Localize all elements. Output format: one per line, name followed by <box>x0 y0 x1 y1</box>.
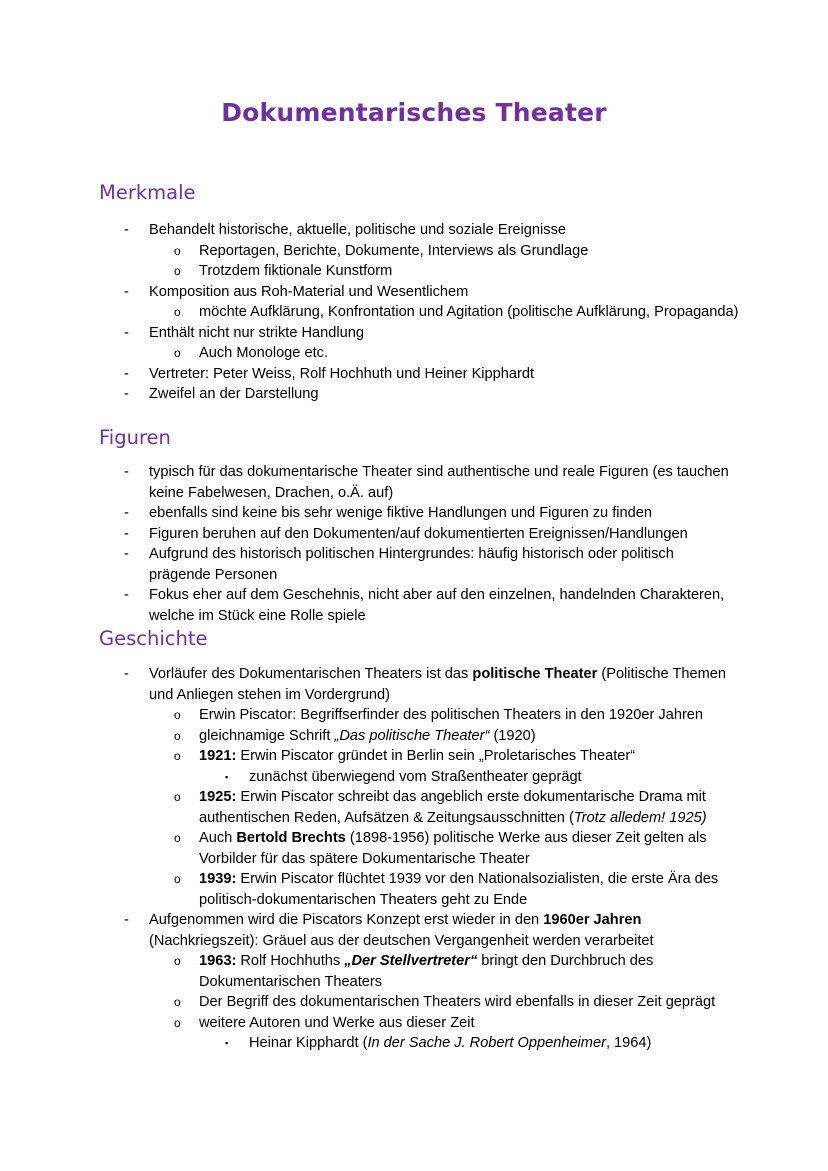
list-item: - Komposition aus Roh-Material und Wesentlichem <box>124 283 469 300</box>
list-item: o Der Begriff des dokumentarischen Theaters wird ebenfalls in dieser Zeit geprägt <box>174 994 716 1010</box>
list-item: o weitere Autoren und Werke aus dieser Zeit <box>174 1014 475 1031</box>
heading-merkmale: Merkmale <box>99 181 196 204</box>
list-item: ▪ Heinar Kipphardt (In der Sache J. Robert Oppenheimer, 1964) <box>225 1035 652 1051</box>
list-item: o gleichnamige Schrift „Das politische Theater“ (1920) <box>174 727 536 744</box>
list-item: o Reportagen, Berichte, Dokumente, Interviews als Grundlage <box>174 242 589 259</box>
list-item: - Behandelt historische, aktuelle, politische und soziale Ereignisse <box>124 222 566 238</box>
figuren-list <box>0 462 828 626</box>
list-item: o 1939: Erwin Piscator flüchtet 1939 vor den Nationalsozialisten, die erste Ära des politisch-dokumentarischen Theaters geht zu Ende <box>174 871 719 908</box>
list-item: - Aufgenommen wird die Piscators Konzept erst wieder in den 1960er Jahren (Nachkriegszeit): Gräuel aus der deutschen Vergangenheit werden verarbeitet <box>124 912 654 949</box>
list-item: - Vorläufer des Dokumentarischen Theaters ist das politische Theater (Politische Themen und Anliegen stehen im Vordergrund) <box>124 666 726 703</box>
list-item: o 1963: Rolf Hochhuths „Der Stellvertreter“ bringt den Durchbruch des Dokumentarischen Theaters <box>174 953 654 990</box>
list-item: - Zweifel an der Darstellung <box>124 386 319 402</box>
list-item: o 1925: Erwin Piscator schreibt das angeblich erste dokumentarische Drama mit authentischen Reden, Aufsätzen & Zeitungsausschnitten (Trotz alledem! 1925) <box>174 789 707 826</box>
list-item: - typisch für das dokumentarische Theater sind authentische und reale Figuren (es tauchen keine Fabelwesen, Drachen, o.Ä. auf) <box>124 464 729 501</box>
list-item: - Figuren beruhen auf den Dokumenten/auf dokumentierten Ereignissen/Handlungen <box>124 525 688 542</box>
list-item: ▪ zunächst überwiegend vom Straßentheater geprägt <box>225 768 582 785</box>
list-item: - Vertreter: Peter Weiss, Rolf Hochhuth und Heiner Kipphardt <box>124 365 535 382</box>
list-item: o möchte Aufklärung, Konfrontation und Agitation (politische Aufklärung, Propaganda) <box>174 304 739 320</box>
list-item: - Enthält nicht nur strikte Handlung <box>124 324 364 341</box>
merkmale-list <box>0 220 828 405</box>
list-item: o Trotzdem fiktionale Kunstform <box>174 263 393 279</box>
list-item: - Aufgrund des historisch politischen Hintergrundes: häufig historisch oder politisch prägende Personen <box>124 546 674 583</box>
geschichte-list <box>0 664 828 1054</box>
page-title: Dokumentarisches Theater <box>221 98 607 127</box>
list-item: o Auch Bertold Brechts (1898-1956) politische Werke aus dieser Zeit gelten als Vorbilder für das spätere Dokumentarische Theater <box>174 830 707 867</box>
list-item: o Erwin Piscator: Begriffserfinder des politischen Theaters in den 1920er Jahren <box>174 707 704 723</box>
heading-figuren: Figuren <box>99 426 171 449</box>
list-item: - ebenfalls sind keine bis sehr wenige fiktive Handlungen und Figuren zu finden <box>124 505 652 521</box>
heading-geschichte: Geschichte <box>99 627 208 650</box>
list-item: - Fokus eher auf dem Geschehnis, nicht aber auf den einzelnen, handelnden Charakteren, welche im Stück eine Rolle spiele <box>124 587 725 624</box>
list-item: o 1921: Erwin Piscator gründet in Berlin sein „Proletarisches Theater“ <box>174 748 636 764</box>
list-item: o Auch Monologe etc. <box>174 345 328 361</box>
